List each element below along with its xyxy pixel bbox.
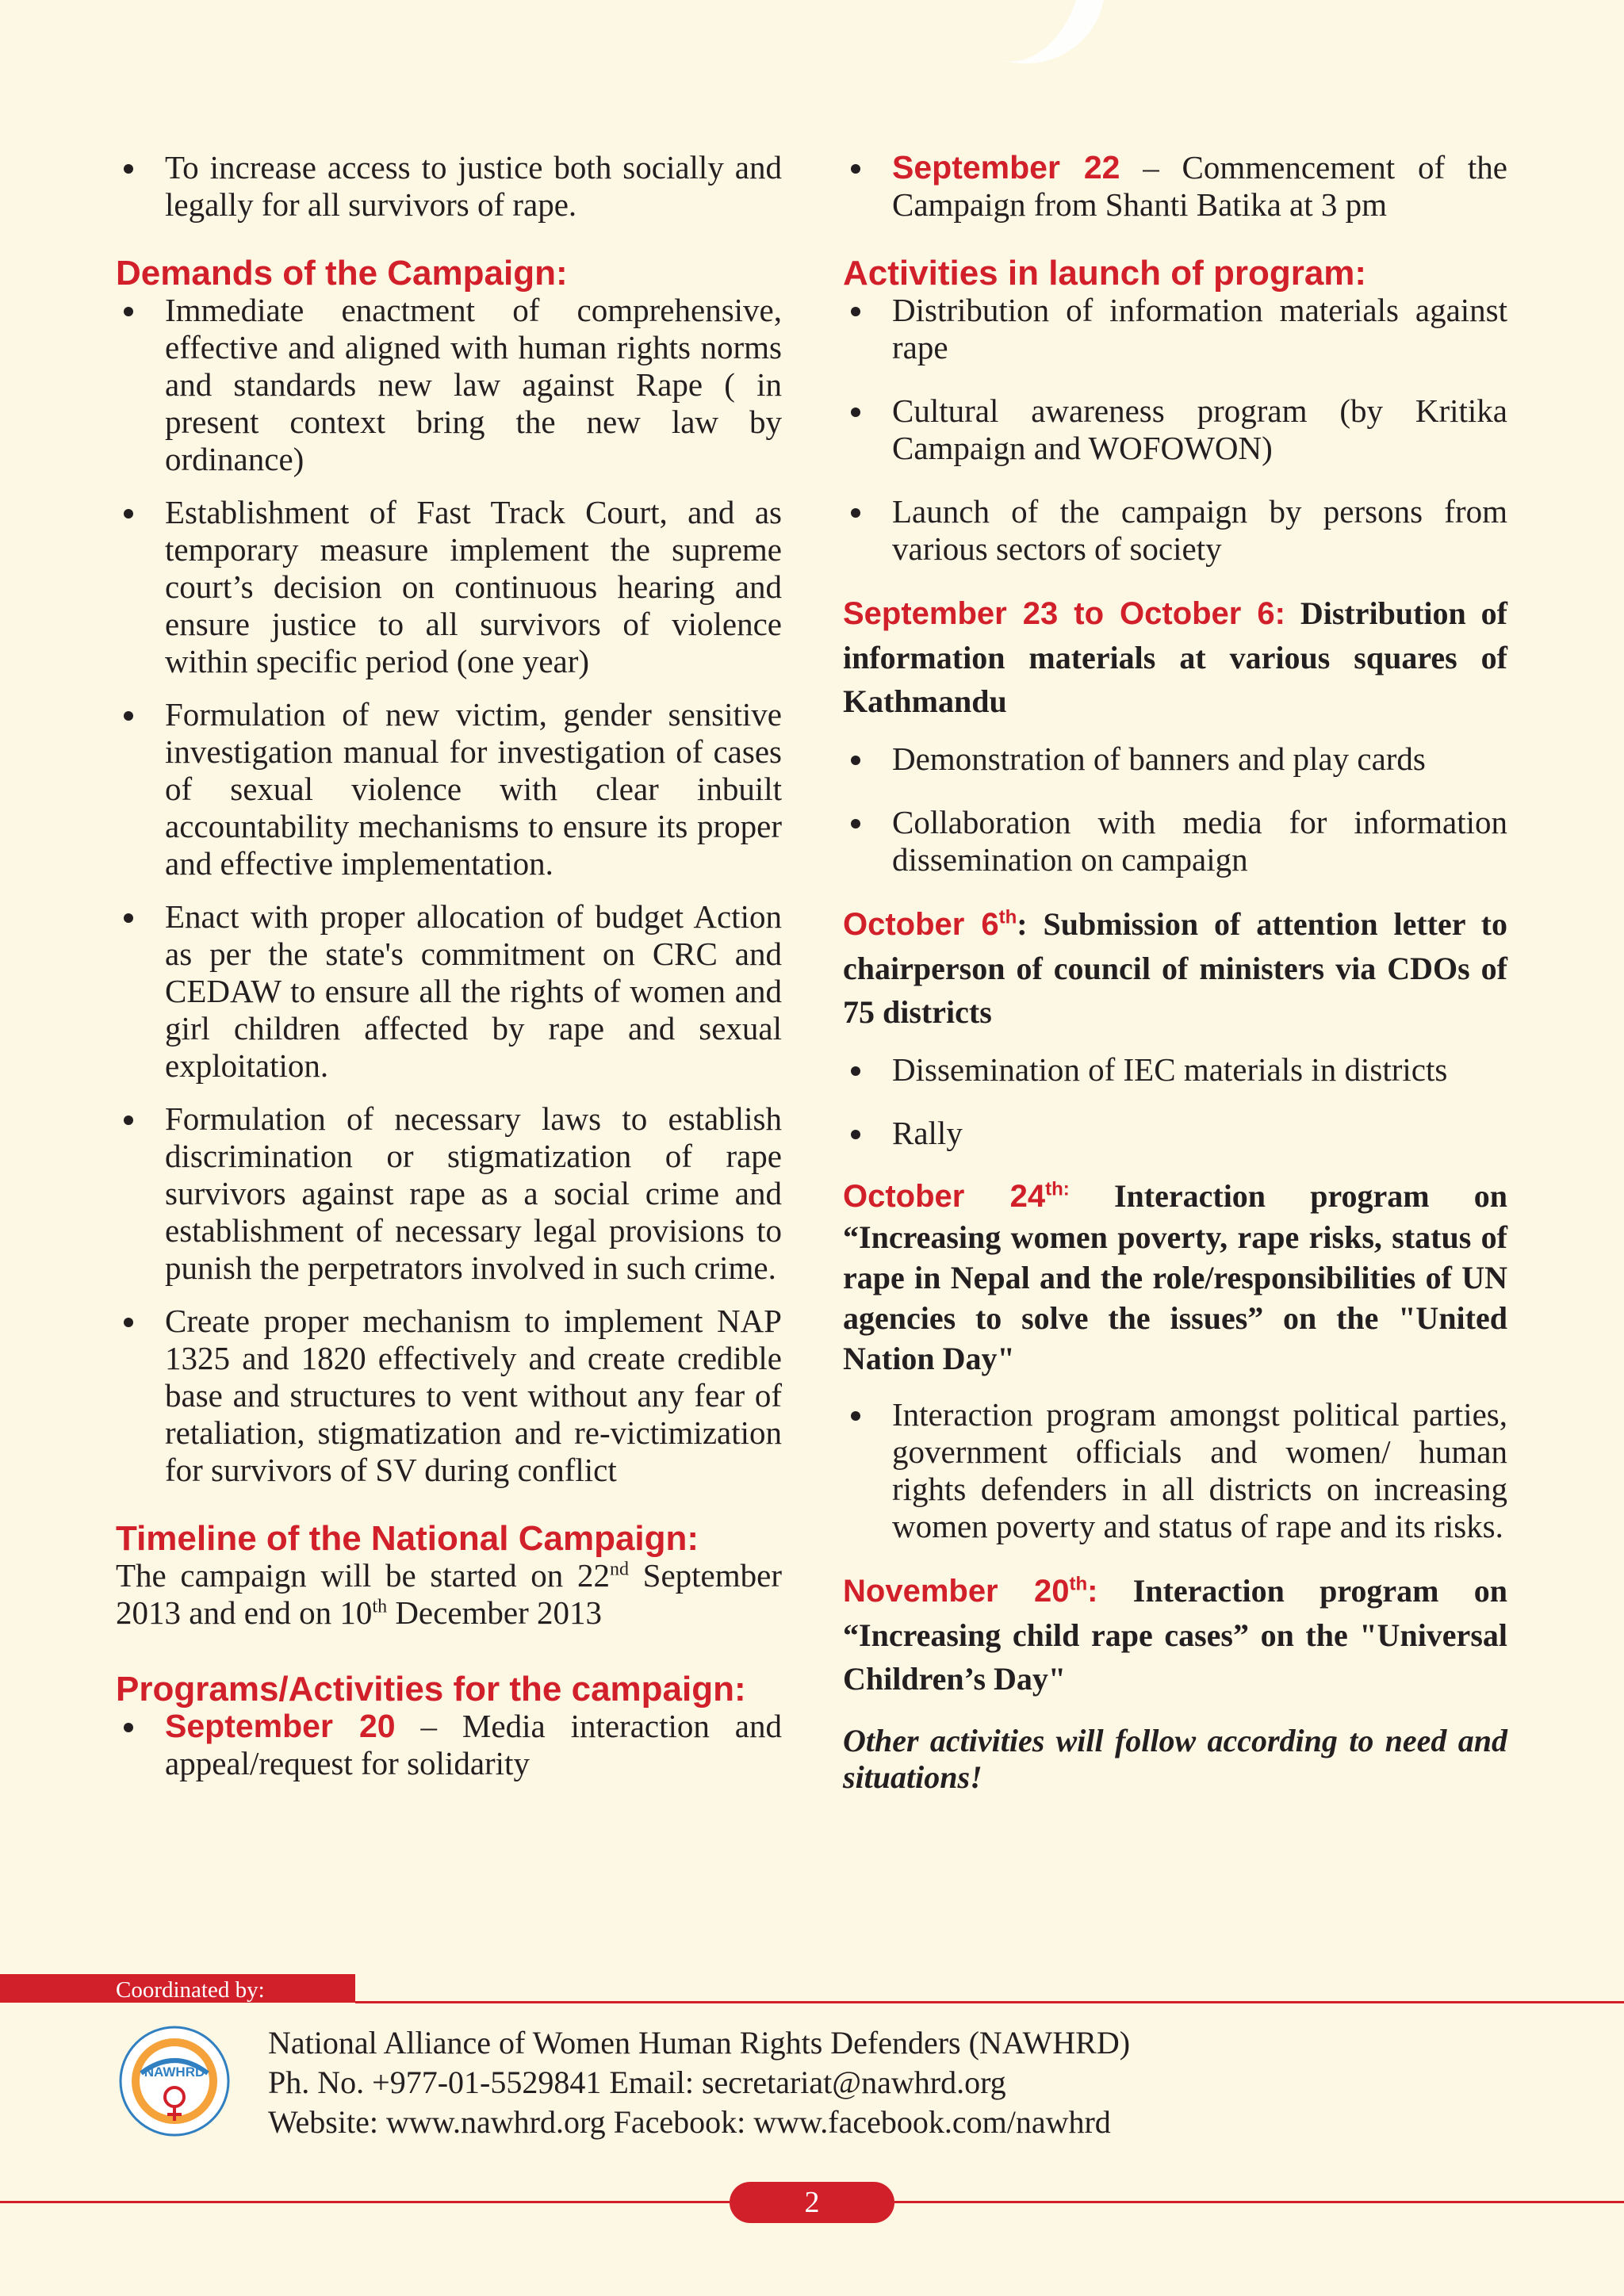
event-date: October 24 (843, 1179, 1046, 1214)
nov20-paragraph: November 20th: Interaction program on “Increasing child rape cases” on the "Universal Children’s Day" (843, 1573, 1508, 1697)
timeline-heading: Timeline of the National Campaign: (116, 1519, 699, 1558)
web-info: Website: www.nawhrd.org Facebook: www.facebook.com/nawhrd (268, 2104, 1111, 2140)
closing-note: Other activities will follow according to need and situations! (843, 1723, 1507, 1795)
demands-heading: Demands of the Campaign: (116, 254, 568, 293)
intro-list (116, 149, 782, 224)
launch-list (843, 292, 1507, 568)
decorative-swoosh (923, 0, 1126, 85)
organization-info (268, 2023, 1130, 2142)
list-item: To increase access to justice both socially and legally for all survivors of rape. (116, 149, 782, 224)
list-item: Immediate enactment of comprehensive, effective and aligned with human rights norms and standards new law against Rape ( in present context bring the new law by ordinance) (116, 292, 782, 478)
list-item: Enact with proper allocation of budget Action as per the state's commitment on CRC and CEDAW to ensure all the rights of women and girl children affected by rape and sexual exploitation. (116, 898, 782, 1085)
list-item: Create proper mechanism to implement NAP 1325 and 1820 effectively and create credible base and structures to vent without any fear of retaliation, stigmatization and re-victimization for survivors of SV during conflict (116, 1303, 782, 1489)
divider (355, 2001, 1624, 2003)
list-item: September 20 – Media interaction and appeal/request for solidarity (116, 1708, 782, 1782)
oct24-paragraph: October $24^{th:}$ Interaction program on “Increasing women poverty, rape risks, status of rape in Nepal and the role/responsibilities of UN agencies to solve the issues” on the "United Nation Day" (843, 1178, 1507, 1376)
list-item: Formulation of new victim, gender sensitive investigation manual for investigation of cases of sexual violence with clear inbuilt accountability mechanisms to ensure its proper and effective implementation. (116, 696, 782, 882)
launch-heading: Activities in launch of program: (843, 254, 1367, 293)
sep23-list (843, 740, 1507, 878)
coordinated-by-label: Coordinated by: (116, 1977, 265, 2003)
event-date: September 23 to October 6: (843, 596, 1285, 631)
list-item: Launch of the campaign by persons from various sectors of society (843, 493, 1507, 568)
divider (894, 2201, 1624, 2203)
event-date: October 6 (843, 907, 999, 942)
programs-list (116, 1708, 782, 1782)
list-item: Interaction program amongst political parties, government officials and women/ human rights defenders in all districts on increasing women poverty and status of rape and its risks. (843, 1396, 1507, 1545)
programs-heading: Programs/Activities for the campaign: (116, 1670, 746, 1709)
list-item: Cultural awareness program (by Kritika Campaign and WOFOWON) (843, 392, 1507, 467)
oct6-list (843, 1051, 1507, 1152)
list-item: Distribution of information materials against rape (843, 292, 1507, 366)
svg-text:NAWHRD: NAWHRD (144, 2064, 205, 2080)
list-item: Establishment of Fast Track Court, and as temporary measure implement the supreme court’s decision on continuous hearing and ensure justice to all survivors of violence within specific period (one year) (116, 494, 782, 680)
timeline-text: The campaign will be started on 22nd September 2013 and end on 10th December 2013 (116, 1557, 782, 1631)
organization-name: National Alliance of Women Human Rights Defenders (NAWHRD) (268, 2025, 1131, 2061)
list-item: September 22 – Commencement of the Campaign from Shanti Batika at 3 pm (843, 149, 1507, 224)
left-column (116, 144, 782, 1782)
sep23-paragraph: September 23 to October 6: Distribution of information materials at various squares of Kathmandu (843, 595, 1507, 719)
list-item: Demonstration of banners and play cards (843, 740, 1507, 778)
nawhrd-logo (117, 2024, 232, 2138)
program-date: September 20 (165, 1708, 396, 1744)
event-date: September 22 (892, 149, 1120, 186)
list-item: Rally (843, 1115, 1507, 1152)
demands-list (116, 292, 782, 1489)
list-item: Collaboration with media for information dissemination on campaign (843, 804, 1507, 878)
right-column (843, 144, 1507, 1796)
event-date: November 20 (843, 1574, 1070, 1609)
list-item: Dissemination of IEC materials in districts (843, 1051, 1507, 1089)
divider (0, 2201, 730, 2203)
oct6-paragraph: October 6th: Submission of attention letter to chairperson of council of ministers via CDOs of 75 districts (843, 906, 1507, 1030)
page-number: 2 (730, 2182, 894, 2223)
contact-info: Ph. No. +977-01-5529841 Email: secretariat@nawhrd.org (268, 2064, 1006, 2100)
oct24-list (843, 1396, 1507, 1545)
list-item: Formulation of necessary laws to establish discrimination or stigmatization of rape survivors against rape as a social crime and establishment of necessary legal provisions to punish the perpetrators involved in such crime. (116, 1100, 782, 1287)
sep22-list (843, 149, 1507, 224)
